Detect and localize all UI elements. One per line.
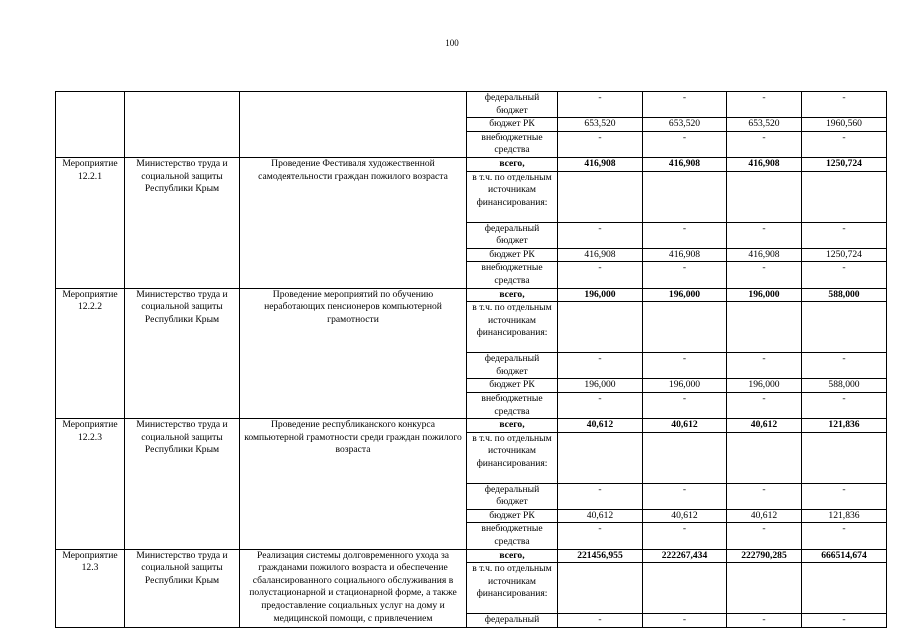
total-label: всего, bbox=[467, 419, 558, 433]
value-cell: 416,908 bbox=[727, 248, 802, 262]
table-row bbox=[56, 419, 887, 433]
value-cell: - bbox=[802, 523, 887, 549]
value-cell: - bbox=[727, 614, 802, 628]
value-cell: 588,000 bbox=[802, 379, 887, 393]
value-cell: - bbox=[643, 614, 727, 628]
source-label: внебюджетные средства bbox=[467, 523, 558, 549]
value-cell: 196,000 bbox=[558, 379, 643, 393]
value-cell: 40,612 bbox=[727, 419, 802, 433]
value-cell: 1250,724 bbox=[802, 157, 887, 171]
value-cell: - bbox=[727, 353, 802, 379]
value-cell: - bbox=[802, 262, 887, 288]
total-label: всего, bbox=[467, 288, 558, 302]
value-cell: - bbox=[727, 262, 802, 288]
value-cell: - bbox=[802, 131, 887, 157]
value-cell: - bbox=[802, 222, 887, 248]
value-cell: 588,000 bbox=[802, 288, 887, 302]
value-cell: - bbox=[558, 131, 643, 157]
source-label: в т.ч. по отдельным источникам финансирования: bbox=[467, 302, 558, 353]
source-label: в т.ч. по отдельным источникам финансирования: bbox=[467, 171, 558, 222]
value-cell: 653,520 bbox=[643, 118, 727, 132]
executor-cell: Министерство труда и социальной защиты Республики Крым bbox=[125, 549, 240, 627]
value-cell: - bbox=[643, 131, 727, 157]
table-row bbox=[56, 157, 887, 171]
source-label: федеральный бюджет bbox=[467, 222, 558, 248]
code-cell: Мероприятие 12.2.3 bbox=[56, 419, 125, 550]
code-cell bbox=[56, 92, 125, 158]
value-cell: 1250,724 bbox=[802, 248, 887, 262]
value-cell: - bbox=[558, 523, 643, 549]
page-number: 100 bbox=[445, 38, 459, 48]
executor-cell: Министерство труда и социальной защиты Республики Крым bbox=[125, 288, 240, 419]
value-cell: 222267,434 bbox=[643, 549, 727, 563]
value-cell: 653,520 bbox=[558, 118, 643, 132]
source-label: федеральный бюджет bbox=[467, 483, 558, 509]
value-cell: - bbox=[727, 392, 802, 418]
source-label: внебюджетные средства bbox=[467, 262, 558, 288]
value-cell: 222790,285 bbox=[727, 549, 802, 563]
total-label: всего, bbox=[467, 157, 558, 171]
source-label: бюджет РК bbox=[467, 509, 558, 523]
value-cell: - bbox=[643, 353, 727, 379]
value-cell: 416,908 bbox=[727, 157, 802, 171]
value-cell: - bbox=[802, 614, 887, 628]
description-cell: Реализация системы долговременного ухода за гражданами пожилого возраста и обеспечение сбалансированного социального обслуживания в полустационарной и стационарной форме, а также предоставление социальных услуг на дому и медицинской помощи, с привлечением bbox=[240, 549, 467, 627]
value-cell: - bbox=[643, 392, 727, 418]
source-label: внебюджетные средства bbox=[467, 131, 558, 157]
source-label: федеральный бюджет bbox=[467, 353, 558, 379]
value-cell: - bbox=[802, 392, 887, 418]
value-cell: - bbox=[727, 483, 802, 509]
source-label: в т.ч. по отдельным источникам финансирования: bbox=[467, 432, 558, 483]
source-label: бюджет РК bbox=[467, 379, 558, 393]
executor-cell: Министерство труда и социальной защиты Республики Крым bbox=[125, 419, 240, 550]
description-cell: Проведение Фестиваля художественной самодеятельности граждан пожилого возраста bbox=[240, 157, 467, 288]
value-cell: 40,612 bbox=[643, 509, 727, 523]
value-cell: - bbox=[802, 92, 887, 118]
value-cell: - bbox=[802, 483, 887, 509]
code-cell: Мероприятие 12.3 bbox=[56, 549, 125, 627]
value-cell: - bbox=[727, 222, 802, 248]
value-cell: 196,000 bbox=[727, 379, 802, 393]
value-cell: 121,836 bbox=[802, 419, 887, 433]
value-cell: - bbox=[558, 262, 643, 288]
description-cell bbox=[240, 92, 467, 158]
code-cell: Мероприятие 12.2.2 bbox=[56, 288, 125, 419]
table-row bbox=[56, 549, 887, 563]
executor-cell bbox=[125, 92, 240, 158]
value-cell: - bbox=[727, 523, 802, 549]
value-cell: 40,612 bbox=[558, 509, 643, 523]
value-cell: - bbox=[558, 222, 643, 248]
source-label: федеральный бюджет bbox=[467, 92, 558, 118]
value-cell: 40,612 bbox=[727, 509, 802, 523]
value-cell: - bbox=[643, 483, 727, 509]
value-cell: 1960,560 bbox=[802, 118, 887, 132]
source-label: бюджет РК bbox=[467, 248, 558, 262]
budget-table bbox=[55, 91, 887, 628]
table-row bbox=[56, 92, 887, 118]
value-cell: 666514,674 bbox=[802, 549, 887, 563]
value-cell: 40,612 bbox=[643, 419, 727, 433]
value-cell: - bbox=[802, 353, 887, 379]
table-row bbox=[56, 288, 887, 302]
value-cell: - bbox=[643, 92, 727, 118]
value-cell: - bbox=[643, 523, 727, 549]
source-label: бюджет РК bbox=[467, 118, 558, 132]
value-cell: - bbox=[727, 131, 802, 157]
value-cell: - bbox=[558, 483, 643, 509]
source-label: федеральный bbox=[467, 614, 558, 628]
value-cell: 196,000 bbox=[558, 288, 643, 302]
value-cell: - bbox=[727, 92, 802, 118]
code-cell: Мероприятие 12.2.1 bbox=[56, 157, 125, 288]
value-cell: - bbox=[643, 262, 727, 288]
value-cell: 121,836 bbox=[802, 509, 887, 523]
source-label: внебюджетные средства bbox=[467, 392, 558, 418]
value-cell: 416,908 bbox=[558, 248, 643, 262]
value-cell: 653,520 bbox=[727, 118, 802, 132]
value-cell: - bbox=[558, 92, 643, 118]
value-cell: - bbox=[558, 614, 643, 628]
value-cell: 196,000 bbox=[643, 379, 727, 393]
value-cell: 221456,955 bbox=[558, 549, 643, 563]
source-label: в т.ч. по отдельным источникам финансирования: bbox=[467, 563, 558, 614]
value-cell: 416,908 bbox=[558, 157, 643, 171]
description-cell: Проведение мероприятий по обучению неработающих пенсионеров компьютерной грамотности bbox=[240, 288, 467, 419]
value-cell: 416,908 bbox=[643, 248, 727, 262]
total-label: всего, bbox=[467, 549, 558, 563]
value-cell: 416,908 bbox=[643, 157, 727, 171]
value-cell: - bbox=[558, 392, 643, 418]
value-cell: 196,000 bbox=[727, 288, 802, 302]
value-cell: - bbox=[558, 353, 643, 379]
description-cell: Проведение республиканского конкурса компьютерной грамотности среди граждан пожилого возраста bbox=[240, 419, 467, 550]
value-cell: 196,000 bbox=[643, 288, 727, 302]
executor-cell: Министерство труда и социальной защиты Республики Крым bbox=[125, 157, 240, 288]
value-cell: - bbox=[643, 222, 727, 248]
value-cell: 40,612 bbox=[558, 419, 643, 433]
